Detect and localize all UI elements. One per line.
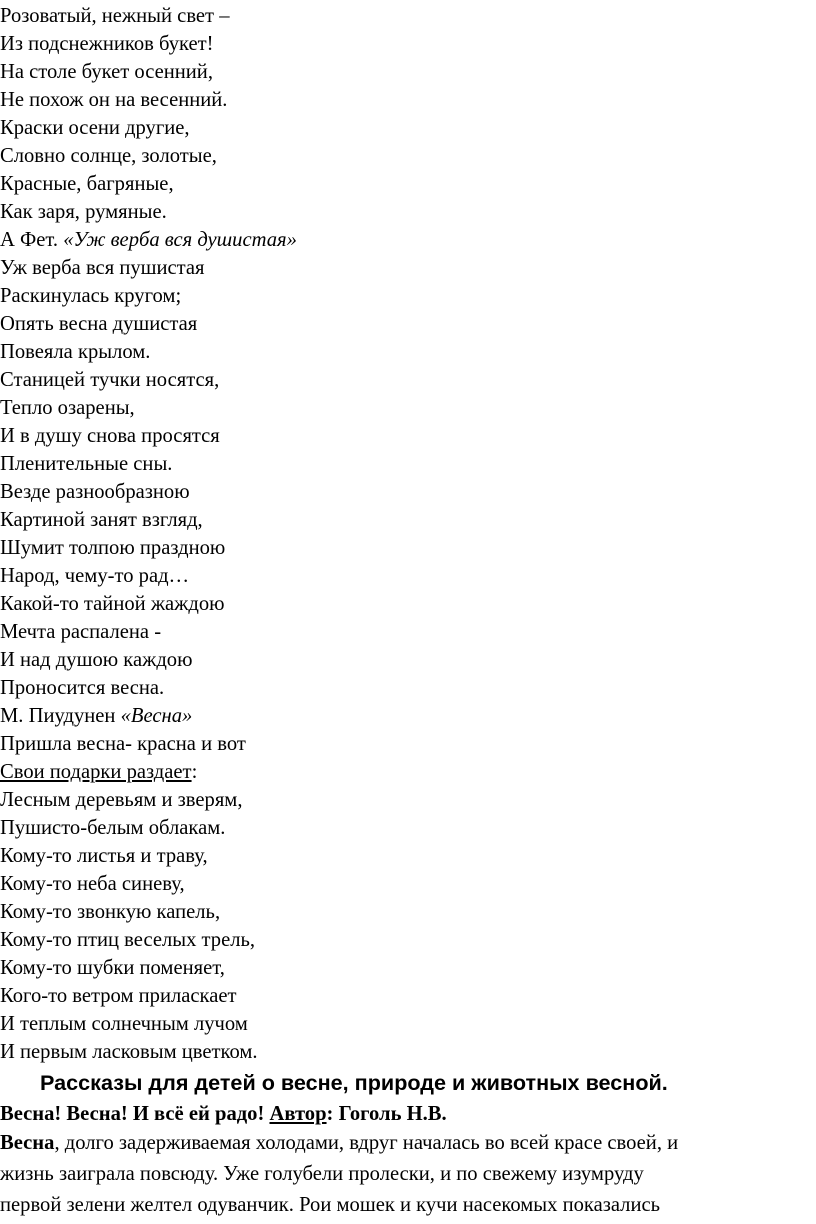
poem-line: Словно солнце, золотые, xyxy=(0,145,217,167)
poem-line: Кому-то звонкую капель, xyxy=(0,901,221,923)
story-author-name: Гоголь Н.В. xyxy=(338,1103,447,1125)
underlined-text: Свои подарки раздает xyxy=(0,761,192,783)
poem-line: Кому-то неба синеву, xyxy=(0,873,185,895)
poem-attribution-piudunen xyxy=(0,702,192,730)
line-punctuation: : xyxy=(191,761,198,783)
poem-line: Не похож он на весенний. xyxy=(0,89,228,111)
poem-author: А Фет. xyxy=(0,229,64,251)
poem-line: И в душу снова просятся xyxy=(0,425,220,447)
poem-line: Повеяла крылом. xyxy=(0,341,151,363)
poem-line: Краски осени другие, xyxy=(0,117,190,139)
story-title xyxy=(0,1100,447,1128)
story-line: жизнь заиграла повсюду. Уже голубели пролески, и по свежему изумруду xyxy=(0,1163,644,1185)
poem-line: Проносится весна. xyxy=(0,677,165,699)
story-line: первой зелени желтел одуванчик. Рои мошек и кучи насекомых показались xyxy=(0,1194,661,1216)
story-text: , долго задерживаемая холодами, вдруг началась во всей красе своей, и xyxy=(54,1132,679,1154)
poem-line: Уж верба вся пушистая xyxy=(0,257,205,279)
poem-line: Картиной занят взгляд, xyxy=(0,509,203,531)
poem-title: «Уж верба вся душистая» xyxy=(63,229,297,251)
poem-line: Кого-то ветром приласкает xyxy=(0,985,237,1007)
poem-line: И теплым солнечным лучом xyxy=(0,1013,248,1035)
story-author-label: Автор xyxy=(269,1103,327,1125)
poem-line: Станицей тучки носятся, xyxy=(0,369,220,391)
story-lead-word: Весна xyxy=(0,1132,55,1154)
poem-line: Раскинулась кругом; xyxy=(0,285,182,307)
section-heading: Рассказы для детей о весне, природе и животных весной. xyxy=(40,1070,668,1095)
poem-line: Из подснежников букет! xyxy=(0,33,214,55)
poem-author: М. Пиудунен xyxy=(0,705,121,727)
poem-line: Пришла весна- красна и вот xyxy=(0,733,246,755)
poem-line: Шумит толпою праздною xyxy=(0,537,226,559)
poem-line: Какой-то тайной жаждою xyxy=(0,593,225,615)
story-line xyxy=(0,1128,678,1158)
poem-line: На столе букет осенний, xyxy=(0,61,213,83)
poem-line: И над душою каждою xyxy=(0,649,193,671)
poem-line: Везде разнообразною xyxy=(0,481,190,503)
poem-attribution-fet xyxy=(0,226,297,254)
poem-line: Опять весна душистая xyxy=(0,313,198,335)
poem-line: Мечта распалена - xyxy=(0,621,162,643)
poem-line-underlined xyxy=(0,758,197,786)
poem-line: Розоватый, нежный свет – xyxy=(0,5,230,27)
poem-line: Кому-то листья и траву, xyxy=(0,845,208,867)
poem-title: «Весна» xyxy=(120,705,193,727)
poem-line: Красные, багряные, xyxy=(0,173,174,195)
story-title-text: Весна! Весна! И всё ей радо! xyxy=(0,1103,270,1125)
poem-line: Кому-то птиц веселых трель, xyxy=(0,929,256,951)
poem-line: Лесным деревьям и зверям, xyxy=(0,789,243,811)
poem-line: Пушисто-белым облакам. xyxy=(0,817,226,839)
poem-line: Как заря, румяные. xyxy=(0,201,167,223)
poem-line: Тепло озарены, xyxy=(0,397,135,419)
poem-line: Народ, чему-то рад… xyxy=(0,565,190,587)
poem-line: Пленительные сны. xyxy=(0,453,173,475)
story-author-sep: : xyxy=(326,1103,339,1125)
poem-line: И первым ласковым цветком. xyxy=(0,1041,258,1063)
poem-line: Кому-то шубки поменяет, xyxy=(0,957,225,979)
